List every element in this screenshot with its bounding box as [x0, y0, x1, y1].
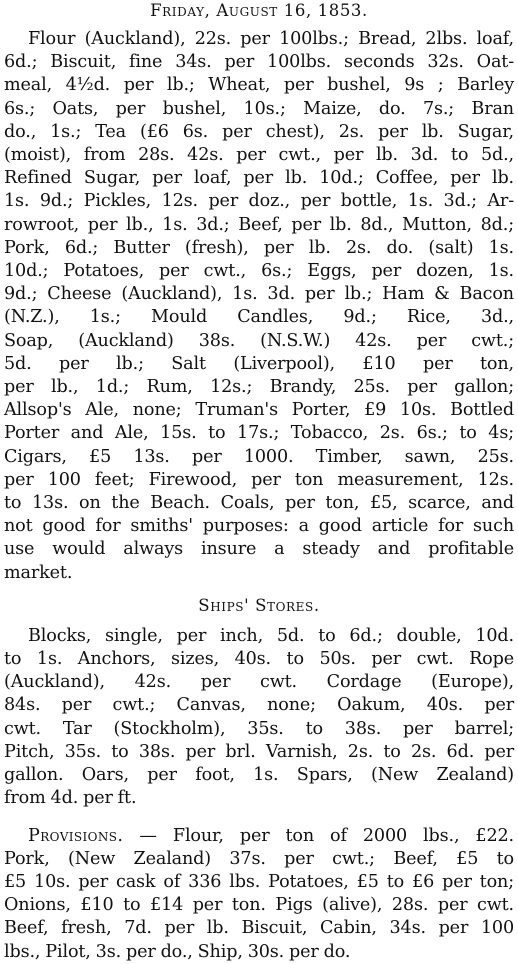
- market-line: Flour (Auckland), 22s. per 100lbs.; Bread, 2lbs. loaf,: [28, 29, 514, 49]
- ships-stores-paragraph: [4, 625, 514, 811]
- market-line: Allsop's Ale, none; Truman's Porter, £9 10s. Bottled: [4, 400, 514, 421]
- market-line: 6d.; Biscuit, fine 34s. per 100lbs. seconds 32s. Oat-: [4, 52, 514, 73]
- provisions-lead: Provisions.: [28, 825, 124, 846]
- market-prices-paragraph: [4, 28, 514, 585]
- market-line: Porter and Ale, 15s. to 17s.; Tobacco, 2s. 6s.; to 4s;: [4, 423, 514, 444]
- ships-stores-line: Blocks, single, per inch, 5d. to 6d.; double, 10d.: [28, 625, 514, 646]
- provisions-line: £5 10s. per cask of 336 lbs. Potatoes, £5 to £6 per ton;: [4, 871, 514, 892]
- ships-stores-line: Pitch, 35s. to 38s. per brl. Varnish, 2s. to 2s. 6d. per: [4, 741, 514, 762]
- provisions-paragraph: [4, 825, 514, 964]
- market-line: 1s. 9d.; Pickles, 12s. per doz., per bottle, 1s. 3d.; Ar-: [4, 191, 514, 212]
- market-line: rowroot, per lb., 1s. 3d.; Beef, per lb. 8d., Mutton, 8d.;: [4, 214, 514, 235]
- market-line: market.: [4, 562, 73, 583]
- market-line: Refined Sugar, per loaf, per lb. 10d.; Coffee, per lb.: [4, 168, 514, 189]
- market-line: use would always insure a steady and profitable: [4, 539, 514, 560]
- market-line: per 100 feet; Firewood, per ton measurement, 12s.: [4, 469, 514, 490]
- market-line: to 13s. on the Beach. Coals, per ton, £5, scarce, and: [4, 493, 514, 514]
- provisions-first-line: [4, 825, 514, 848]
- market-line: Pork, 6d.; Butter (fresh), per lb. 2s. do. (salt) 1s.: [4, 237, 514, 258]
- market-line: 10d.; Potatoes, per cwt., 6s.; Eggs, per dozen, 1s.: [4, 261, 514, 282]
- market-line: Soap, (Auckland) 38s. (N.S.W.) 42s. per cwt.;: [4, 330, 514, 351]
- provisions-line: lbs., Pilot, 3s. per do., Ship, 30s. per do.: [4, 941, 351, 962]
- dateline: Friday, August 16, 1853.: [150, 1, 368, 20]
- ships-stores-heading: Ships' Stores.: [198, 595, 320, 615]
- ships-stores-line: gallon. Oars, per foot, 1s. Spars, (New Zealand): [4, 765, 514, 786]
- provisions-line: Beef, fresh, 7d. per lb. Biscuit, Cabin, 34s. per 100: [4, 918, 514, 939]
- market-line: meal, 4½d. per lb.; Wheat, per bushel, 9s ; Barley: [4, 75, 514, 96]
- provisions-line: Onions, £10 to £14 per ton. Pigs (alive), 28s. per cwt.: [4, 895, 514, 916]
- market-line: Cigars, £5 13s. per 1000. Timber, sawn, 25s.: [4, 446, 514, 467]
- market-line: 6s.; Oats, per bushel, 10s.; Maize, do. 7s.; Bran: [4, 98, 514, 119]
- ships-stores-line: 84s. per cwt.; Canvas, none; Oakum, 40s. per: [4, 695, 514, 716]
- market-line: (N.Z.), 1s.; Mould Candles, 9d.; Rice, 3d.,: [4, 307, 514, 328]
- market-line: 9d.; Cheese (Auckland), 1s. 3d. per lb.; Ham & Bacon: [4, 284, 514, 305]
- market-line: (moist), from 28s. 42s. per cwt., per lb. 3d. to 5d.,: [4, 145, 514, 166]
- market-line: 5d. per lb.; Salt (Liverpool), £10 per ton,: [4, 353, 514, 374]
- market-line: do., 1s.; Tea (£6 6s. per chest), 2s. per lb. Sugar,: [4, 121, 514, 142]
- market-line: not good for smiths' purposes: a good article for such: [4, 516, 514, 537]
- ships-stores-line: to 1s. Anchors, sizes, 40s. to 50s. per cwt. Rope: [4, 649, 514, 670]
- ships-stores-line: cwt. Tar (Stockholm), 35s. to 38s. per barrel;: [4, 718, 514, 739]
- market-line: per lb., 1d.; Rum, 12s.; Brandy, 25s. per gallon;: [4, 377, 514, 398]
- ships-stores-line: (Auckland), 42s. per cwt. Cordage (Europe),: [4, 672, 514, 693]
- provisions-line: Pork, (New Zealand) 37s. per cwt.; Beef, £5 to: [4, 848, 514, 869]
- ships-stores-line: from 4d. per ft.: [4, 788, 137, 809]
- provisions-first-line-rest: — Flour, per ton of 2000 lbs., £22.: [123, 825, 514, 846]
